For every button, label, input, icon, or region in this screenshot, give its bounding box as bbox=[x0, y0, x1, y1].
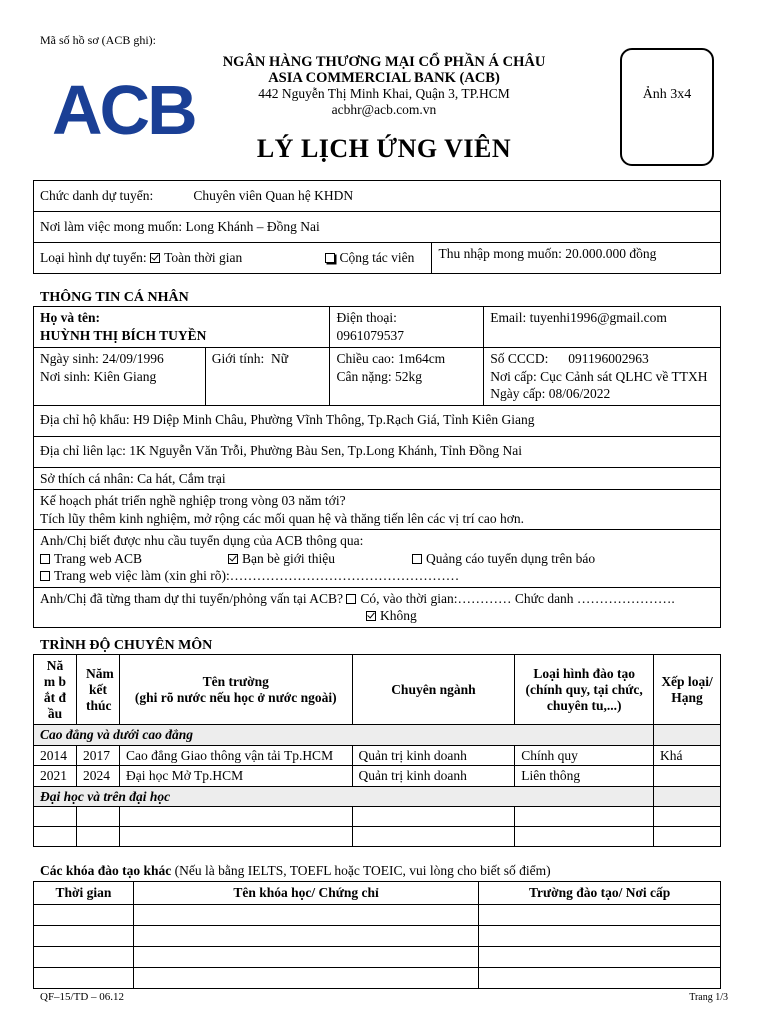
weight-value: 52kg bbox=[394, 368, 422, 384]
dob-label: Ngày sinh: bbox=[40, 351, 99, 366]
perm-address-value: H9 Diệp Minh Châu, Phường Vĩnh Thông, Tp.Rạch Giá, Tỉnh Kiên Giang bbox=[132, 411, 535, 427]
fulltime-checkbox[interactable] bbox=[150, 253, 160, 263]
other-courses-note: (Nếu là bằng IELTS, TOEFL hoặc TOEIC, vui lòng cho biết số điểm) bbox=[174, 863, 551, 878]
workplace-label: Nơi làm việc mong muốn: bbox=[40, 219, 183, 234]
cell-rank bbox=[654, 766, 721, 787]
bank-name-vi: NGÂN HÀNG THƯƠNG MẠI CỔ PHẦN Á CHÂU bbox=[222, 54, 546, 70]
cell-rank: Khá bbox=[654, 745, 721, 766]
fulltime-label: Toàn thời gian bbox=[164, 250, 243, 265]
phone-cell[interactable] bbox=[330, 307, 484, 348]
source-job-site-checkbox[interactable] bbox=[40, 571, 50, 581]
source-friend-checkbox[interactable] bbox=[228, 554, 238, 564]
education-section-title: TRÌNH ĐỘ CHUYÊN MÔN bbox=[40, 638, 213, 653]
col-course: Tên khóa học/ Chứng chỉ bbox=[133, 882, 478, 905]
pob-label: Nơi sinh: bbox=[40, 368, 91, 384]
table-row[interactable] bbox=[34, 766, 721, 787]
acb-logo bbox=[52, 71, 218, 149]
collab-checkbox[interactable] bbox=[325, 253, 335, 263]
bank-name-en: ASIA COMMERCIAL BANK (ACB) bbox=[268, 70, 500, 86]
cell-school: Cao đẳng Giao thông vận tải Tp.HCM bbox=[119, 745, 352, 766]
phone-value: 0961079537 bbox=[336, 327, 404, 343]
name-label: Họ và tên: bbox=[40, 310, 100, 325]
cell-major: Quản trị kinh doanh bbox=[352, 766, 515, 787]
cell-major: Quản trị kinh doanh bbox=[352, 745, 515, 766]
id-value: 091196002963 bbox=[568, 351, 649, 366]
other-courses-heading bbox=[40, 862, 551, 880]
bank-email: acbhr@acb.com.vn bbox=[331, 102, 437, 117]
cell-school: Đại học Mở Tp.HCM bbox=[119, 766, 352, 787]
profile-code-label: Mã số hồ sơ (ACB ghi): bbox=[40, 33, 157, 47]
table-row[interactable] bbox=[34, 807, 721, 827]
career-plan-answer: Tích lũy thêm kinh nghiệm, mở rộng các mối quan hệ và thăng tiến lên các vị trí cao hơn. bbox=[40, 510, 525, 526]
col-rank: Xếp loại/ Hạng bbox=[654, 655, 721, 725]
cell-start: 2021 bbox=[34, 766, 77, 787]
col-training-type: Loại hình đào tạo (chính quy, tại chức, chuyên tu,...) bbox=[515, 655, 654, 725]
issued-by-value: Cục Cảnh sát QLHC về TTXH bbox=[540, 368, 708, 384]
source-newspaper-label: Quảng cáo tuyển dụng trên báo bbox=[426, 550, 596, 566]
col-start-year: Năm bắt đầu bbox=[34, 655, 77, 725]
photo-placeholder[interactable] bbox=[620, 48, 714, 166]
id-label: Số CCCD: bbox=[490, 351, 549, 366]
collab-label: Cộng tác viên bbox=[339, 250, 415, 265]
cell-type: Chính quy bbox=[515, 745, 654, 766]
email-label: Email: bbox=[490, 310, 527, 325]
hobby-label: Sở thích cá nhân: bbox=[40, 470, 134, 486]
position-label: Chức danh dự tuyển: bbox=[40, 188, 154, 203]
id-cell[interactable] bbox=[484, 348, 721, 406]
name-value: HUỲNH THỊ BÍCH TUYỀN bbox=[40, 327, 207, 343]
col-major: Chuyên ngành bbox=[352, 655, 515, 725]
col-issuer: Trường đào tạo/ Nơi cấp bbox=[479, 882, 721, 905]
document-title: LÝ LỊCH ỨNG VIÊN bbox=[256, 134, 512, 163]
cell-type: Liên thông bbox=[515, 766, 654, 787]
cell-start: 2014 bbox=[34, 745, 77, 766]
source-acb-web-label: Trang web ACB bbox=[54, 550, 143, 566]
table-row[interactable] bbox=[34, 745, 721, 766]
personal-section-title: THÔNG TIN CÁ NHÂN bbox=[40, 290, 189, 305]
other-courses-table bbox=[33, 881, 721, 989]
application-table bbox=[33, 180, 721, 274]
bank-address: 442 Nguyễn Thị Minh Khai, Quận 3, TP.HCM bbox=[258, 86, 510, 101]
logo-text: ACB bbox=[52, 71, 195, 149]
col-school: Tên trường (ghi rõ nước nếu học ở nước ngoài) bbox=[119, 655, 352, 725]
salary-value: 20.000.000 đồng bbox=[565, 246, 657, 261]
phone-label: Điện thoại: bbox=[336, 310, 397, 325]
body-cell[interactable] bbox=[330, 348, 484, 406]
dob-value: 24/09/1996 bbox=[102, 351, 164, 366]
form-code: QF–15/TD – 06.12 bbox=[40, 991, 125, 1003]
perm-address-label: Địa chỉ hộ khẩu: bbox=[40, 411, 130, 427]
name-cell[interactable] bbox=[34, 307, 330, 348]
group-college: Cao đẳng và dưới cao đẳng bbox=[34, 725, 654, 746]
career-plan-question: Kế hoạch phát triển nghề nghiệp trong vòng 03 năm tới? bbox=[40, 493, 346, 509]
gender-value: Nữ bbox=[270, 351, 289, 366]
previous-interview-question: Anh/Chị đã từng tham dự thi tuyển/phỏng vấn tại ACB? bbox=[40, 590, 343, 606]
table-row[interactable] bbox=[34, 827, 721, 847]
type-label: Loại hình dự tuyển: bbox=[40, 250, 147, 265]
weight-label: Cân nặng: bbox=[336, 368, 392, 384]
source-acb-web-checkbox[interactable] bbox=[40, 554, 50, 564]
salary-label: Thu nhập mong muốn: bbox=[438, 246, 562, 261]
height-value: 1m64cm bbox=[397, 351, 446, 366]
height-label: Chiều cao: bbox=[336, 351, 395, 366]
photo-label: Ảnh 3x4 bbox=[642, 87, 692, 102]
contact-address-label: Địa chỉ liên lạc: bbox=[40, 442, 126, 458]
issued-by-label: Nơi cấp: bbox=[490, 368, 537, 384]
source-job-site-label: Trang web việc làm (xin ghi rõ):…………………………………………… bbox=[54, 568, 460, 584]
position-cell[interactable] bbox=[34, 181, 721, 212]
education-table bbox=[33, 654, 721, 847]
issued-date-label: Ngày cấp: bbox=[490, 386, 546, 402]
hobby-value: Ca hát, Cắm trại bbox=[137, 470, 226, 486]
application-type-cell bbox=[34, 243, 432, 274]
cell-end: 2024 bbox=[76, 766, 119, 787]
previous-interview-cell bbox=[34, 587, 721, 627]
group-university: Đại học và trên đại học bbox=[34, 786, 654, 807]
source-newspaper-checkbox[interactable] bbox=[412, 554, 422, 564]
contact-address-cell[interactable] bbox=[34, 436, 721, 467]
prev-yes-checkbox[interactable] bbox=[346, 594, 356, 604]
col-end-year: Năm kết thúc bbox=[76, 655, 119, 725]
email-cell[interactable] bbox=[484, 307, 721, 348]
table-row[interactable] bbox=[34, 925, 721, 946]
issued-date-value: 08/06/2022 bbox=[548, 386, 611, 402]
prev-yes-label: Có, vào thời gian:………… Chức danh …………………. bbox=[360, 590, 675, 606]
personal-table bbox=[33, 306, 721, 628]
position-value: Chuyên viên Quan hệ KHDN bbox=[193, 188, 354, 203]
workplace-value: Long Khánh – Đồng Nai bbox=[185, 219, 320, 234]
page-number: Trang 1/3 bbox=[689, 992, 728, 1003]
prev-no-checkbox[interactable] bbox=[366, 611, 376, 621]
table-row[interactable] bbox=[34, 946, 721, 967]
bank-header bbox=[200, 54, 568, 118]
group-college-rank bbox=[654, 725, 721, 746]
recruit-source-cell bbox=[34, 530, 721, 588]
cell-end: 2017 bbox=[76, 745, 119, 766]
birth-cell[interactable] bbox=[34, 348, 206, 406]
prev-no-label: Không bbox=[380, 608, 417, 624]
gender-cell[interactable] bbox=[205, 348, 330, 406]
perm-address-cell[interactable] bbox=[34, 405, 721, 436]
recruit-source-question: Anh/Chị biết được nhu cầu tuyển dụng của ACB thông qua: bbox=[40, 533, 364, 549]
group-university-rank bbox=[654, 786, 721, 807]
workplace-cell[interactable] bbox=[34, 212, 721, 243]
pob-value: Kiên Giang bbox=[93, 368, 157, 384]
salary-cell[interactable] bbox=[432, 243, 721, 274]
career-plan-cell[interactable] bbox=[34, 490, 721, 530]
email-value: tuyenhi1996@gmail.com bbox=[529, 310, 667, 325]
table-row[interactable] bbox=[34, 967, 721, 988]
contact-address-value: 1K Nguyễn Văn Trỗi, Phường Bàu Sen, Tp.Long Khánh, Tỉnh Đồng Nai bbox=[129, 442, 523, 458]
hobby-cell[interactable] bbox=[34, 467, 721, 490]
other-courses-title: Các khóa đào tạo khác bbox=[40, 863, 172, 878]
col-time: Thời gian bbox=[34, 882, 134, 905]
source-friend-label: Bạn bè giới thiệu bbox=[242, 550, 335, 566]
gender-label: Giới tính: bbox=[211, 351, 265, 366]
table-row[interactable] bbox=[34, 904, 721, 925]
